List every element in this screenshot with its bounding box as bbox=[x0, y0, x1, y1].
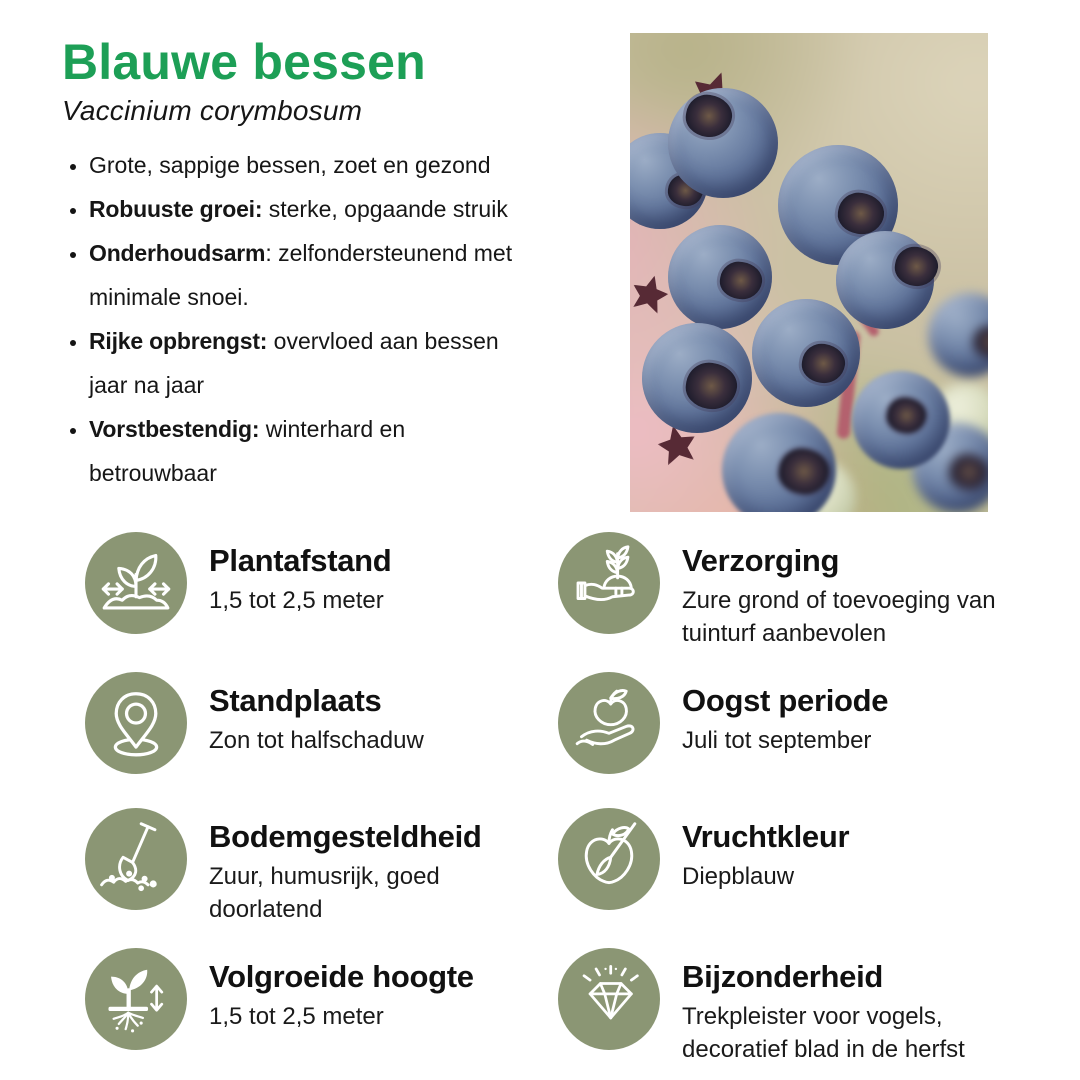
feature-title: Plantafstand bbox=[209, 543, 392, 578]
feature-bodemgesteldheid bbox=[85, 808, 558, 948]
feature-grid bbox=[85, 532, 1000, 1066]
bullet-text: Grote, sappige bessen, zoet en gezond bbox=[89, 152, 491, 178]
plant-care-hand-icon bbox=[558, 532, 660, 634]
feature-text bbox=[209, 683, 424, 757]
bullet-item bbox=[89, 319, 534, 407]
bullet-text: winterhard en betrouwbaar bbox=[89, 416, 406, 486]
plant-spacing-icon bbox=[85, 532, 187, 634]
harvest-hand-icon bbox=[558, 672, 660, 774]
feature-bijzonderheid bbox=[558, 948, 1000, 1066]
feature-plantafstand bbox=[85, 532, 558, 672]
bullet-text: sterke, opgaande struik bbox=[262, 196, 508, 222]
feature-title: Bijzonderheid bbox=[682, 959, 884, 994]
feature-desc: Trekpleister voor vogels, decoratief blad in de herfst bbox=[682, 1003, 965, 1063]
blueberry bbox=[852, 371, 950, 469]
feature-title: Bodemgesteldheid bbox=[209, 819, 482, 854]
feature-text bbox=[682, 543, 1000, 650]
feature-text bbox=[209, 543, 391, 617]
feature-standplaats bbox=[85, 672, 558, 808]
blueberry bbox=[752, 299, 860, 407]
feature-text bbox=[682, 819, 849, 893]
feature-oogst-periode bbox=[558, 672, 1000, 808]
feature-vruchtkleur bbox=[558, 808, 1000, 948]
feature-desc: Zuur, humusrijk, goed doorlatend bbox=[209, 863, 440, 923]
feature-desc: 1,5 tot 2,5 meter bbox=[209, 1003, 384, 1030]
feature-text bbox=[682, 959, 1000, 1066]
feature-title: Oogst periode bbox=[682, 683, 889, 718]
feature-volgroeide-hoogte bbox=[85, 948, 558, 1066]
page-title: Blauwe bessen bbox=[62, 34, 426, 90]
bullet-bold: Robuuste groei: bbox=[89, 196, 263, 222]
bullet-item bbox=[89, 187, 534, 231]
bullet-item bbox=[89, 407, 534, 495]
feature-text bbox=[682, 683, 888, 757]
intro-section bbox=[62, 36, 622, 495]
bullet-item bbox=[89, 143, 534, 187]
feature-desc: Zon tot halfschaduw bbox=[209, 727, 424, 754]
blueberry bbox=[836, 231, 934, 329]
feature-desc: Diepblauw bbox=[682, 863, 795, 890]
feature-desc: 1,5 tot 2,5 meter bbox=[209, 587, 384, 614]
location-pin-icon bbox=[85, 672, 187, 774]
feature-desc: Zure grond of toevoeging van tuinturf aanbevolen bbox=[682, 587, 996, 647]
feature-title: Verzorging bbox=[682, 543, 840, 578]
diamond-sparkle-icon bbox=[558, 948, 660, 1050]
feature-verzorging bbox=[558, 532, 1000, 672]
feature-title: Volgroeide hoogte bbox=[209, 959, 474, 994]
blueberry bbox=[642, 323, 752, 433]
bullet-item bbox=[89, 231, 534, 319]
bullet-text: overvloed aan bessen jaar na jaar bbox=[89, 328, 499, 398]
feature-bullet-list bbox=[62, 143, 534, 495]
apple-paintbrush-icon bbox=[558, 808, 660, 910]
blueberry bbox=[668, 225, 772, 329]
feature-desc: Juli tot september bbox=[682, 727, 872, 754]
plant-height-icon bbox=[85, 948, 187, 1050]
blueberries-photo bbox=[630, 33, 988, 512]
feature-title: Vruchtkleur bbox=[682, 819, 850, 854]
bullet-text: : zelfondersteunend met minimale snoei. bbox=[89, 240, 513, 310]
blueberry bbox=[668, 88, 778, 198]
feature-text bbox=[209, 819, 558, 926]
latin-name: Vaccinium corymbosum bbox=[62, 95, 363, 126]
shovel-soil-icon bbox=[85, 808, 187, 910]
bullet-bold: Onderhoudsarm bbox=[89, 240, 266, 266]
bullet-bold: Vorstbestendig: bbox=[89, 416, 260, 442]
feature-title: Standplaats bbox=[209, 683, 382, 718]
feature-text bbox=[209, 959, 474, 1033]
bullet-bold: Rijke opbrengst: bbox=[89, 328, 268, 354]
